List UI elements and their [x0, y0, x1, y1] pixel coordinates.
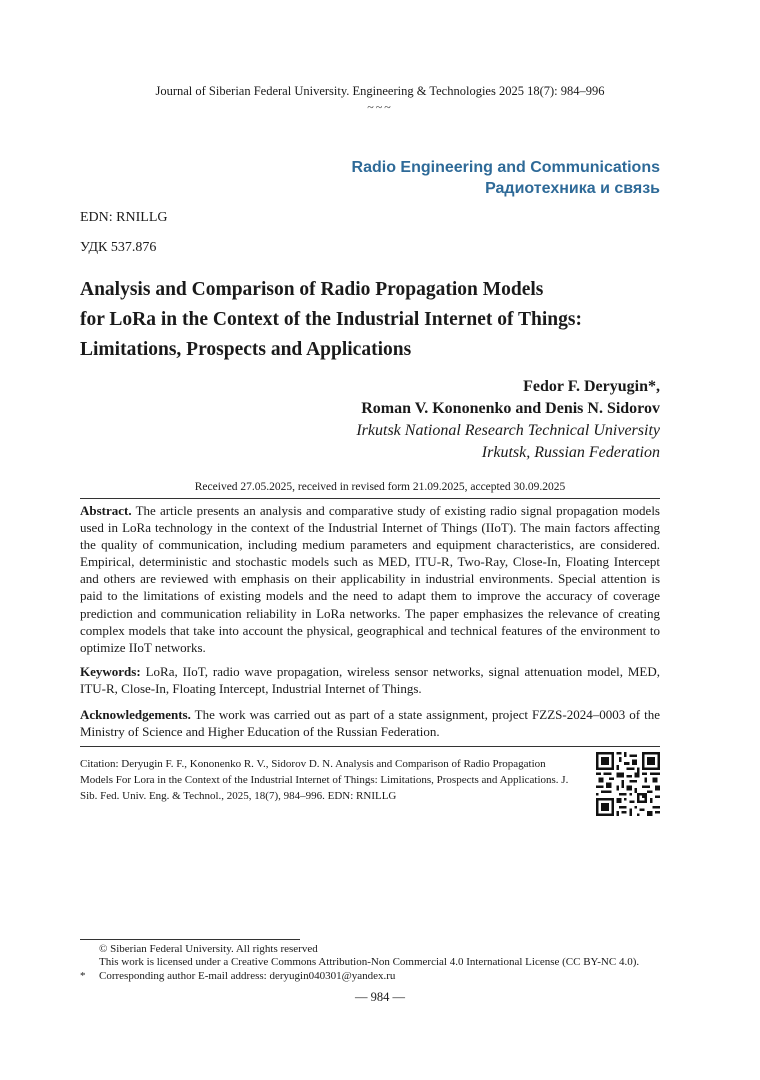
- footnote-marker: *: [80, 970, 86, 982]
- title-line: for LoRa in the Context of the Industrial Internet of Things:: [80, 309, 582, 330]
- section-title-ru: Радиотехника и связь: [485, 180, 660, 197]
- udk-code: УДК 537.876: [80, 240, 157, 255]
- abstract-text: The article presents an analysis and comparative study of existing radio signal propagation models used in LoRa technology in the context of the Industrial Internet of Things (IIoT). The main factors affecting the quality of communication, including medium parameters and equipment characteristics, are considered. Empirical, deterministic and stochastic models such as MED, ITU-R, Two-Ray, Close-In, Floating Intercept and others are reviewed with emphasis on their applicability in industrial environments. Special attention is paid to the limitations of existing models and the need to adapt them to improve the accuracy of coverage prediction and communication reliability in LoRa networks. The paper emphasizes the relevance of creating complex models that take into account the physical, geographical and technical features of the environment to optimize IIoT networks.: [80, 503, 660, 655]
- affiliation: Irkutsk National Research Technical University: [356, 422, 660, 439]
- edn-code: EDN: RNILLG: [80, 210, 168, 225]
- abstract: [80, 502, 660, 656]
- header-separator: ~~~: [367, 100, 393, 114]
- affiliation-location: Irkutsk, Russian Federation: [481, 444, 660, 461]
- qr-code-icon: [596, 752, 660, 816]
- received-dates: Received 27.05.2025, received in revised form 21.09.2025, accepted 30.09.2025: [194, 481, 566, 493]
- section-title-en: Radio Engineering and Communications: [351, 159, 660, 176]
- citation: Citation: Deryugin F. F., Kononenko R. V., Sidorov D. N. Analysis and Comparison of Radio Propagation Models For Lora in the Context of the Industrial Internet of Things: Limitations, Prospects and Applications. J. Sib. Fed. Univ. Eng. & Technol., 2025, 18(7), 984–996. EDN: RNILLG: [80, 758, 569, 802]
- abstract-label: Abstract.: [80, 503, 132, 518]
- corresponding-author-email[interactable]: Corresponding author E-mail address: deryugin040301@yandex.ru: [99, 970, 396, 982]
- acknowledgements-text: The work was carried out as part of a state assignment, project FZZS-2024–0003 of the Ministry of Science and Higher Education of the Russian Federation.: [80, 707, 660, 740]
- license-note: This work is licensed under a Creative Commons Attribution-Non Commercial 4.0 International License (CC BY-NC 4.0).: [99, 956, 640, 968]
- author-line-1: Fedor F. Deryugin*,: [523, 378, 660, 395]
- keywords-label: Keywords:: [80, 664, 141, 679]
- page-number: — 984 —: [355, 990, 405, 1004]
- copyright-note: © Siberian Federal University. All rights reserved: [99, 943, 318, 955]
- author-block: [356, 376, 660, 464]
- divider-bottom: [80, 746, 660, 747]
- title-line: Limitations, Prospects and Applications: [80, 339, 412, 360]
- author-line-2: Roman V. Kononenko and Denis N. Sidorov: [361, 400, 660, 417]
- title-line: Analysis and Comparison of Radio Propagation Models: [80, 279, 544, 300]
- divider-top: [80, 498, 660, 499]
- journal-header: Journal of Siberian Federal University. Engineering & Technologies 2025 18(7): 984–996: [155, 84, 605, 98]
- paper-title: [80, 275, 680, 365]
- keywords: [80, 663, 660, 697]
- keywords-text: LoRa, IIoT, radio wave propagation, wireless sensor networks, signal attenuation model, MED, ITU-R, Close-In, Floating Intercept, Industrial Internet of Things.: [80, 664, 660, 697]
- acknowledgements-label: Acknowledgements.: [80, 707, 191, 722]
- corresponding-author-note: [80, 970, 395, 983]
- footnote-divider: [80, 939, 300, 940]
- acknowledgements: [80, 706, 660, 740]
